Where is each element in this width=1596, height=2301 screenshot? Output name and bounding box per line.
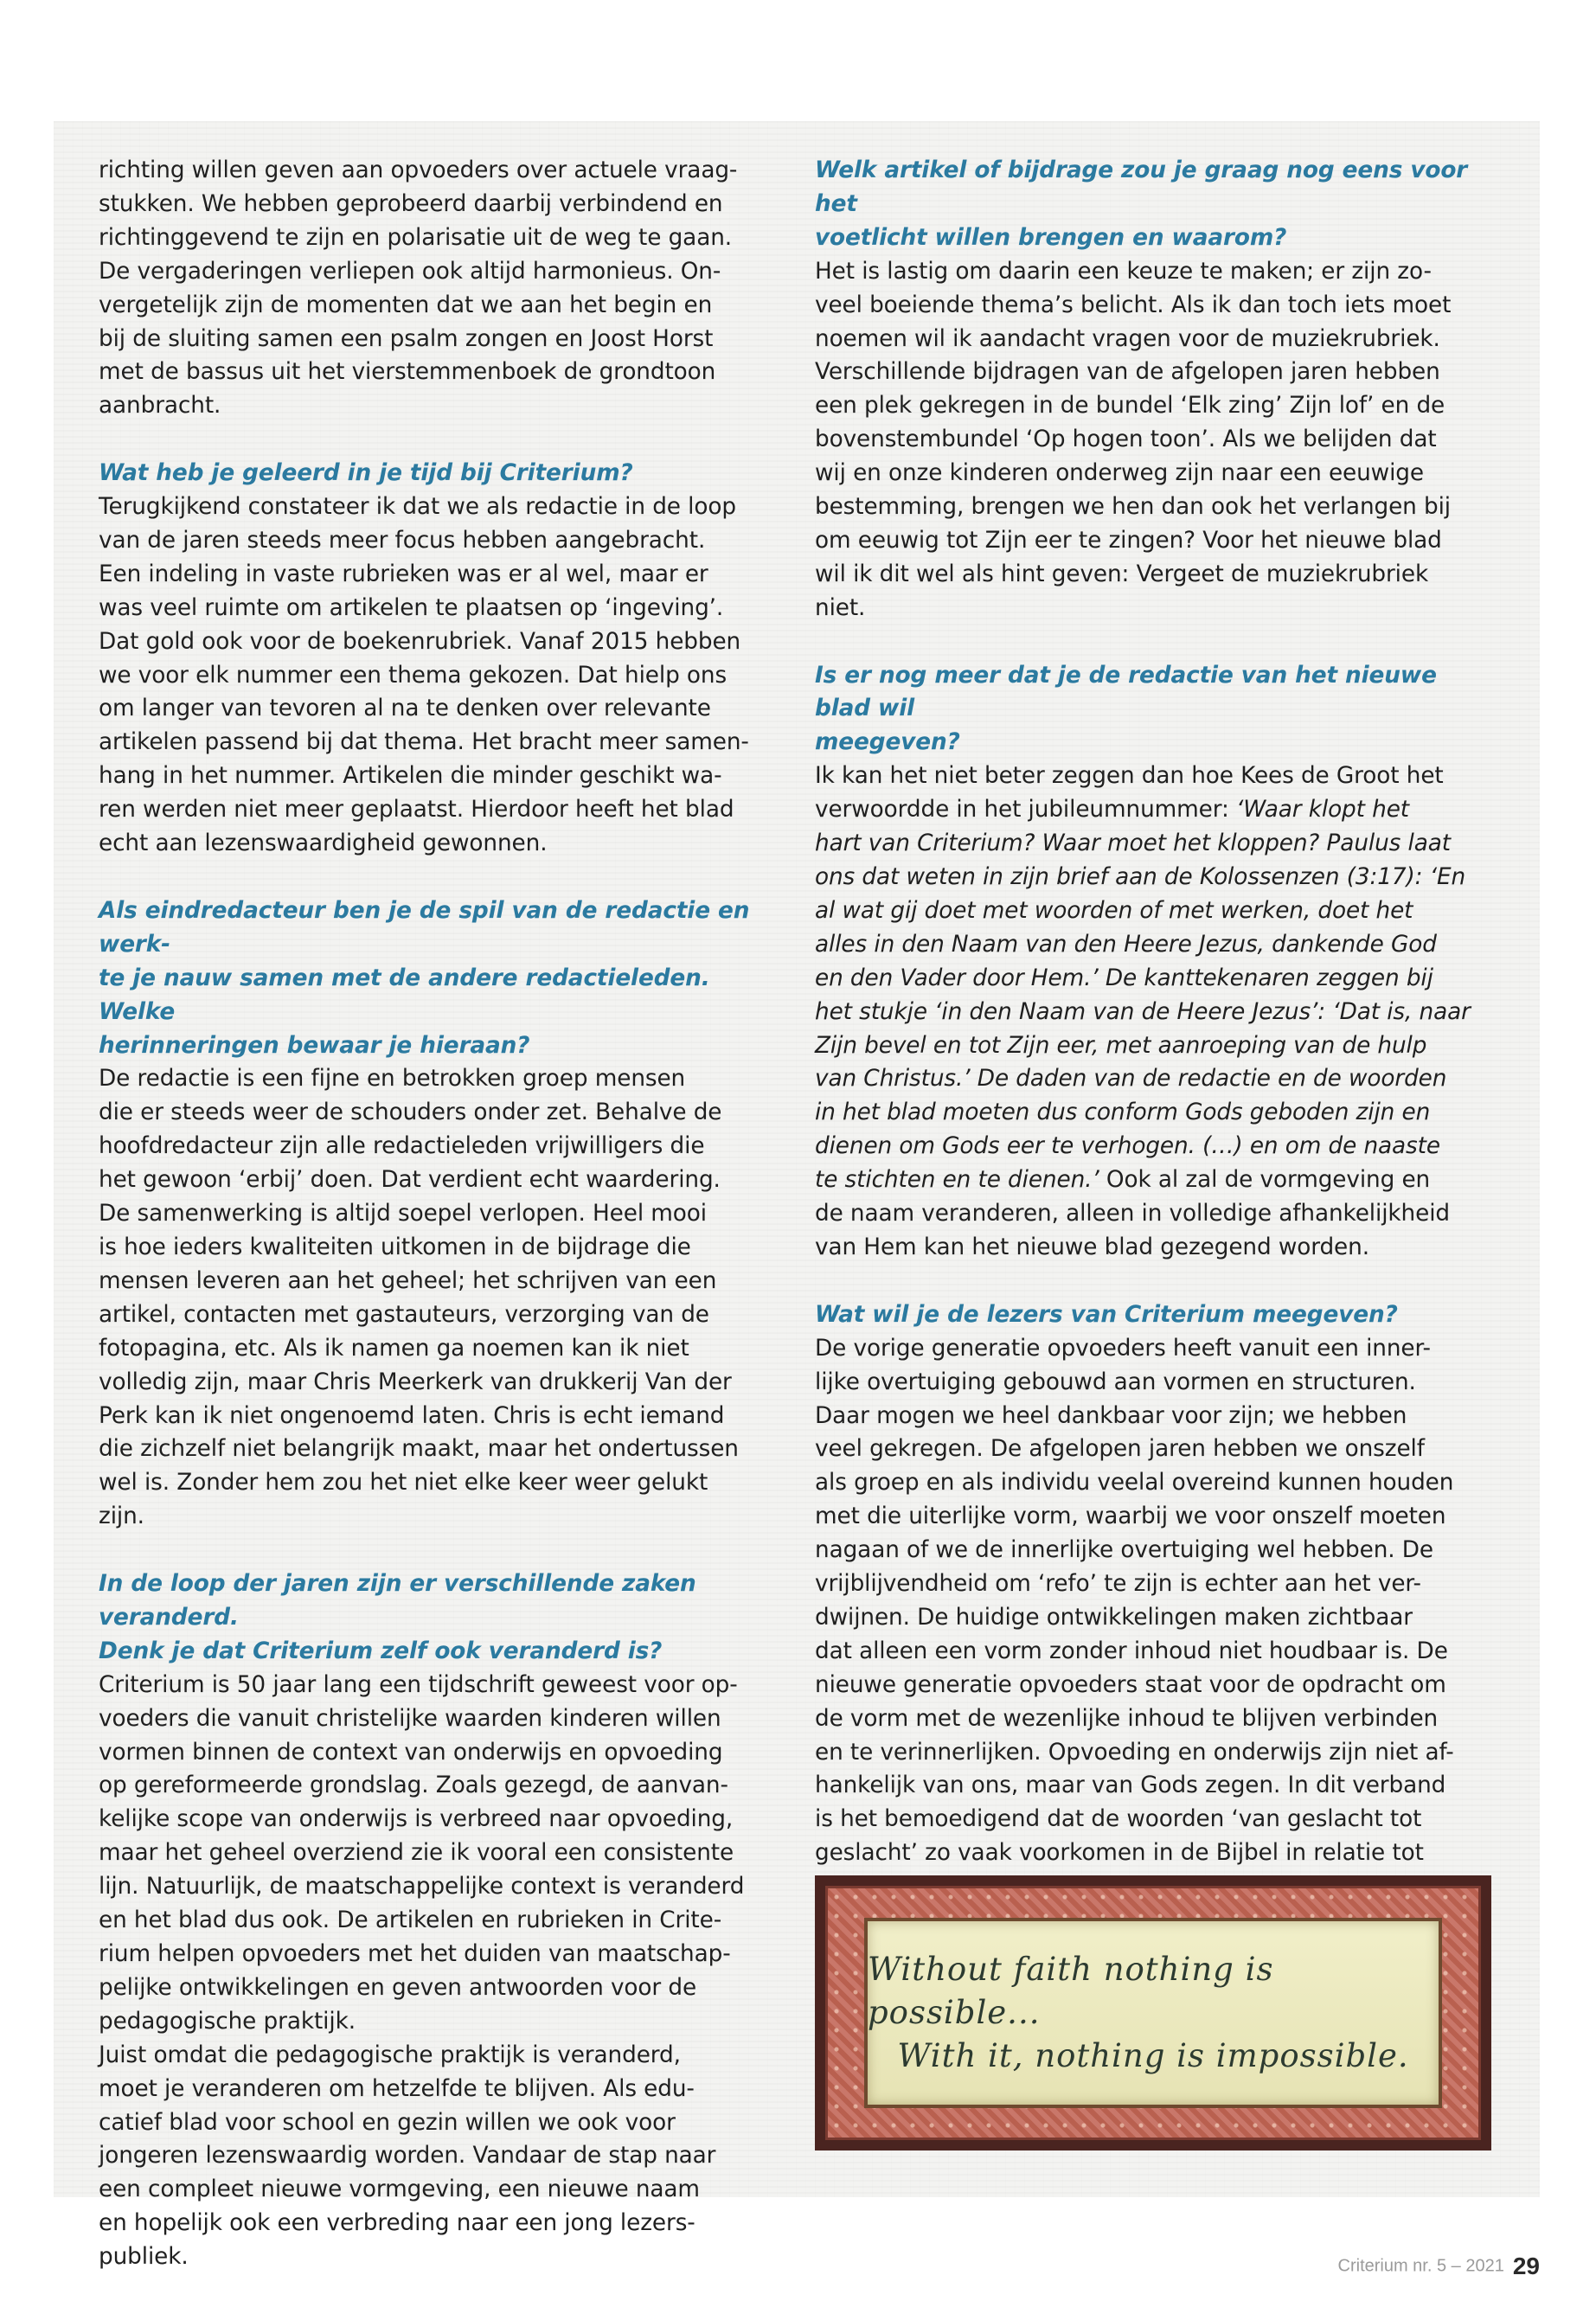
text-line: wij en onze kinderen onderweg zijn naar een eeuwige (815, 460, 1424, 487)
right-column (815, 154, 1498, 1938)
text-line: die er steeds weer de schouders onder zet. Behalve de (99, 1099, 722, 1126)
answer-editor-role (99, 1062, 782, 1534)
text-line: voeders die vanuit christelijke waarden kinderen willen (99, 1705, 721, 1732)
question-readers: Wat wil je de lezers van Criterium meegeven? (815, 1301, 1398, 1328)
text-line: om langer van tevoren al na te denken over relevante (99, 695, 711, 722)
text-line: maar het geheel overziend zie ik vooral een consistente (99, 1840, 734, 1867)
text-line: Zijn bevel en tot Zijn eer, met aanroeping van de hulp (815, 1032, 1427, 1059)
decorative-frame (825, 1886, 1481, 2140)
text-line: pelijke ontwikkelingen en geven antwoorden voor de (99, 1974, 697, 2001)
text-line: een compleet nieuwe vormgeving, een nieuwe naam (99, 2176, 700, 2203)
question-line: Als eindredacteur ben je de spil van de redactie en werk- (99, 897, 750, 958)
text-line: het gewoon ‘erbij’ doen. Dat verdient echt waardering. (99, 1167, 721, 1194)
text-line: vormen binnen de context van onderwijs en opvoeding (99, 1739, 723, 1766)
text-line: en het blad dus ook. De artikelen en rubrieken in Crite- (99, 1907, 722, 1934)
answer-favorite-article (815, 255, 1498, 625)
text-line: alles in den Naam van den Heere Jezus, dankende God (815, 931, 1437, 958)
issue-reference: Criterium nr. 5 – 2021 (1337, 2256, 1504, 2276)
text-line: fotopagina, etc. Als ik namen ga noemen kan ik niet (99, 1335, 689, 1362)
text-line: lijke overtuiging gebouwd aan vormen en structuren. (815, 1368, 1416, 1395)
answer-changes-continued (99, 2039, 782, 2274)
text-line: die zichzelf niet belangrijk maakt, maar het ondertussen (99, 1436, 739, 1463)
text-line: lijn. Natuurlijk, de maatschappelijke context is veranderd (99, 1874, 745, 1900)
text-line: hart van Criterium? Waar moet het kloppen? Paulus laat (815, 830, 1451, 857)
text-line: hoofdredacteur zijn alle redactieleden vrijwilligers die (99, 1133, 705, 1160)
answer-new-magazine-tail (815, 1197, 1498, 1265)
text-line: Het is lastig om daarin een keuze te maken; er zijn zo- (815, 258, 1432, 285)
question-line: Welk artikel of bijdrage zou je graag nog eens voor het (815, 157, 1468, 217)
text-line: om eeuwig tot Zijn eer te zingen? Voor het nieuwe blad (815, 527, 1442, 554)
text-line: richtinggevend te zijn en polarisatie uit de weg te gaan. (99, 224, 733, 251)
text-line: De redactie is een fijne en betrokken groep mensen (99, 1066, 686, 1093)
text-line: Daar mogen we heel dankbaar voor zijn; we hebben (815, 1402, 1407, 1429)
text-line: noemen wil ik aandacht vragen voor de muziekrubriek. (815, 325, 1440, 352)
text-line: Terugkijkend constateer ik dat we als redactie in de loop (99, 494, 736, 521)
left-column (99, 154, 782, 2274)
question-line: Is er nog meer dat je de redactie van het nieuwe blad wil (815, 662, 1437, 722)
text-line (815, 793, 1498, 827)
question-line: Denk je dat Criterium zelf ook veranderd is? (99, 1638, 663, 1664)
text-line: en hopelijk ook een verbreding naar een jong lezers- (99, 2210, 695, 2237)
question-line: meegeven? (815, 729, 960, 756)
text-line: zijn. (99, 1503, 144, 1530)
text-line: van Hem kan het nieuwe blad gezegend worden. (815, 1234, 1369, 1260)
answer-readers (815, 1332, 1498, 1938)
text-span: verwoordde in het jubileumnummer: (815, 797, 1237, 824)
text-line: al wat gij doet met woorden of met werken, doet het (815, 897, 1413, 924)
text-line: niet. (815, 594, 866, 621)
question-favorite-article (815, 154, 1498, 255)
text-line: dat alleen een vorm zonder inhoud niet houdbaar is. De (815, 1638, 1448, 1664)
text-line: op gereformeerde grondslag. Zoals gezegd, de aanvan- (99, 1772, 728, 1799)
text-line: Juist omdat die pedagogische praktijk is veranderd, (99, 2041, 681, 2068)
quote-line-2: With it, nothing is impossible. (897, 2037, 1409, 2074)
text-line: aanbracht. (99, 393, 221, 420)
quote-span: te stichten en te dienen.’ (815, 1167, 1099, 1194)
answer-changes (99, 1669, 782, 2039)
text-line: vergetelijk zijn de momenten dat we aan het begin en (99, 292, 713, 318)
text-line: Ik kan het niet beter zeggen dan hoe Kees de Groot het (815, 763, 1444, 790)
text-line: dienen om Gods eer te verhogen. (…) en om de naaste (815, 1133, 1440, 1160)
text-line: van de jaren steeds meer focus hebben aangebracht. (99, 527, 706, 554)
text-line: en te verinnerlijken. Opvoeding en onderwijs zijn niet af- (815, 1739, 1454, 1766)
text-line: is hoe ieders kwaliteiten uitkomen in de bijdrage die (99, 1234, 691, 1260)
question-editor-role (99, 894, 782, 1063)
text-line: is het bemoedigend dat de woorden ‘van geslacht tot (815, 1806, 1422, 1833)
text-line (815, 1163, 1498, 1197)
page-number: 29 (1512, 2253, 1540, 2279)
text-line: veel gekregen. De afgelopen jaren hebben we onszelf (815, 1436, 1425, 1463)
text-line: met de bassus uit het vierstemmenboek de grondtoon (99, 359, 716, 386)
text-line: catief blad voor school en gezin willen we ook voor (99, 2109, 676, 2136)
text-line: geslacht’ zo vaak voorkomen in de Bijbel in relatie tot (815, 1840, 1424, 1867)
answer-learned (99, 490, 782, 861)
text-line: ons dat weten in zijn brief aan de Kolossenzen (3:17): ‘En (815, 864, 1466, 891)
text-line: publiek. (99, 2244, 189, 2271)
text-line: als groep en als individu veelal overeind kunnen houden (815, 1470, 1454, 1497)
text-line: en den Vader door Hem.’ De kanttekenaren zeggen bij (815, 965, 1433, 991)
text-line: nagaan of we de innerlijke overtuiging wel hebben. De (815, 1537, 1434, 1564)
text-line: het stukje ‘in den Naam van de Heere Jezus’: ‘Dat is, naar (815, 998, 1471, 1025)
text-line: echt aan lezenswaardigheid gewonnen. (99, 830, 548, 857)
text-line: van Christus.’ De daden van de redactie en de woorden (815, 1066, 1447, 1093)
answer-new-magazine (815, 760, 1498, 1265)
text-line: een plek gekregen in de bundel ‘Elk zing’ Zijn lof’ en de (815, 393, 1445, 420)
question-line: te je nauw samen met de andere redactieleden. Welke (99, 965, 710, 1025)
quote-board (864, 1918, 1442, 2108)
text-line: Perk kan ik niet ongenoemd laten. Chris is echt iemand (99, 1402, 725, 1429)
question-changes (99, 1567, 782, 1669)
text-line: wel is. Zonder hem zou het niet elke keer weer gelukt (99, 1470, 708, 1497)
text-span: Ook al zal de vormgeving en (1099, 1167, 1431, 1194)
text-line: Dat gold ook voor de boekenrubriek. Vanaf 2015 hebben (99, 628, 741, 655)
text-line: jongeren lezenswaardig worden. Vandaar de stap naar (99, 2143, 716, 2170)
text-line: nieuwe generatie opvoeders staat voor de opdracht om (815, 1671, 1446, 1698)
text-line: moet je veranderen om hetzelfde te blijven. Als edu- (99, 2075, 695, 2102)
intro-paragraph (99, 154, 782, 423)
question-line: In de loop der jaren zijn er verschillende zaken veranderd. (99, 1571, 696, 1631)
text-line: ren werden niet meer geplaatst. Hierdoor heeft het blad (99, 797, 734, 824)
text-line: met die uiterlijke vorm, waarbij we voor onszelf moeten (815, 1503, 1446, 1530)
text-line: vrijblijvendheid om ‘refo’ te zijn is echter aan het ver- (815, 1571, 1421, 1598)
question-line: voetlicht willen brengen en waarom? (815, 224, 1287, 251)
text-line: volledig zijn, maar Chris Meerkerk van drukkerij Van der (99, 1368, 732, 1395)
text-line: Een indeling in vaste rubrieken was er al wel, maar er (99, 561, 708, 587)
text-line: hang in het nummer. Artikelen die minder geschikt wa- (99, 763, 722, 790)
text-line: rium helpen opvoeders met het duiden van maatschap- (99, 1940, 731, 1967)
text-line: wil ik dit wel als hint geven: Vergeet de muziekrubriek (815, 561, 1429, 587)
text-line: hankelijk van ons, maar van Gods zegen. In dit verband (815, 1772, 1446, 1799)
text-line: we voor elk nummer een thema gekozen. Dat hielp ons (99, 662, 727, 689)
text-line: pedagogische praktijk. (99, 2008, 356, 2035)
text-line: dwijnen. De huidige ontwikkelingen maken zichtbaar (815, 1604, 1413, 1631)
page-footer (1194, 2253, 1540, 2280)
text-line: bestemming, brengen we hen dan ook het verlangen bij (815, 494, 1452, 521)
text-line: stukken. We hebben geprobeerd daarbij verbindend en (99, 190, 723, 217)
framed-quote-photo (815, 1875, 1491, 2150)
text-line: artikel, contacten met gastauteurs, verzorging van de (99, 1301, 709, 1328)
question-line: herinneringen bewaar je hieraan? (99, 1032, 530, 1059)
text-line: in het blad moeten dus conform Gods geboden zijn en (815, 1099, 1431, 1126)
text-line: artikelen passend bij dat thema. Het bracht meer samen- (99, 729, 749, 756)
text-line: Criterium is 50 jaar lang een tijdschrift geweest voor op- (99, 1671, 738, 1698)
quote-block (815, 827, 1498, 1163)
text-line: richting willen geven aan opvoeders over actuele vraag- (99, 157, 738, 183)
text-line: bij de sluiting samen een psalm zongen en Joost Horst (99, 325, 714, 352)
text-line: de naam veranderen, alleen in volledige afhankelijkheid (815, 1201, 1450, 1227)
text-line: mensen leveren aan het geheel; het schrijven van een (99, 1267, 717, 1294)
text-line: kelijke scope van onderwijs is verbreed naar opvoeding, (99, 1806, 734, 1833)
text-line: Verschillende bijdragen van de afgelopen jaren hebben (815, 359, 1440, 386)
question-new-magazine (815, 659, 1498, 760)
text-line: De vergaderingen verliepen ook altijd harmonieus. On- (99, 258, 721, 285)
text-line: bovenstembundel ‘Op hogen toon’. Als we belijden dat (815, 426, 1437, 453)
text-line: De vorige generatie opvoeders heeft vanuit een inner- (815, 1335, 1431, 1362)
quote-line-1: Without faith nothing is possible... (868, 1951, 1274, 2031)
question-learned: Wat heb je geleerd in je tijd bij Criterium? (99, 460, 633, 487)
quote-span: ‘Waar klopt het (1236, 797, 1409, 824)
text-line: veel boeiende thema’s belicht. Als ik dan toch iets moet (815, 292, 1452, 318)
text-line: de vorm met de wezenlijke inhoud te blijven verbinden (815, 1705, 1439, 1732)
text-line: De samenwerking is altijd soepel verlopen. Heel mooi (99, 1201, 707, 1227)
text-line: was veel ruimte om artikelen te plaatsen op ‘ingeving’. (99, 594, 724, 621)
